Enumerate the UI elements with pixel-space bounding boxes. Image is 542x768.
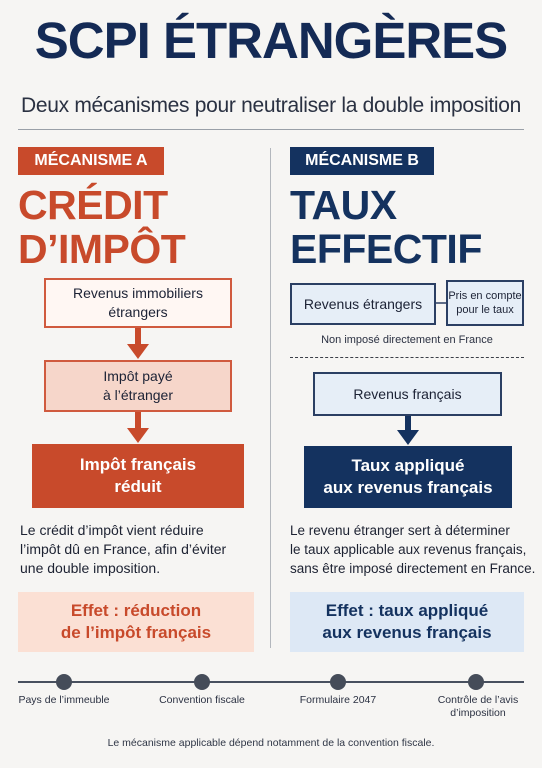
- description-a-line1: Le crédit d’impôt vient réduire: [20, 522, 204, 538]
- foreign-revenue-box: Revenus étrangers: [290, 283, 436, 325]
- effect-b-line1: Effet : taux appliqué: [325, 601, 489, 620]
- timeline-step-control: [418, 694, 538, 720]
- description-b-line3: sans être imposé directement en France.: [290, 561, 536, 576]
- applied-rate-box: [304, 446, 512, 508]
- reduced-tax-line2: réduit: [114, 477, 162, 496]
- mechanism-a-title: [18, 183, 185, 271]
- applied-rate-line1: Taux appliqué: [351, 456, 465, 475]
- arrow-down-icon: [127, 412, 149, 444]
- effect-a-line2: de l’impôt français: [60, 623, 212, 642]
- reduced-tax-line1: Impôt français: [79, 455, 197, 474]
- description-a-line3: une double imposition.: [20, 560, 161, 576]
- timeline-step-form: [278, 694, 398, 707]
- description-a-line2: l’impôt dû en France, afin d’éviter: [20, 541, 227, 557]
- effect-b-line2: aux revenus français: [322, 623, 492, 642]
- mechanism-b-title: [290, 183, 482, 271]
- timeline-line: [18, 681, 524, 683]
- mechanism-a-tag: MÉCANISME A: [18, 147, 164, 175]
- foreign-income-line1: Revenus immobiliers: [73, 285, 203, 301]
- foreign-income-line2: étrangers: [108, 304, 168, 320]
- mechanism-a-description: [20, 521, 265, 578]
- description-b-line1: Le revenu étranger sert à déterminer: [290, 523, 510, 538]
- dashed-separator: [290, 357, 524, 358]
- reduced-french-tax-box: [32, 444, 244, 508]
- foreign-tax-line1: Impôt payé: [103, 368, 173, 384]
- page-subtitle: Deux mécanismes pour neutraliser la double imposition: [20, 94, 522, 117]
- french-revenue-box: Revenus français: [313, 372, 502, 416]
- timeline-step-convention: [142, 694, 262, 707]
- rate-note-line2: pour le taux: [456, 304, 514, 316]
- mechanism-a-effect: [18, 592, 254, 652]
- rate-note-box: [446, 280, 524, 326]
- mechanism-b-tag: MÉCANISME B: [290, 147, 434, 175]
- mechanism-a-title-line1: CRÉDIT: [18, 182, 168, 228]
- column-divider: [270, 148, 271, 648]
- mechanism-b-description: [290, 521, 538, 578]
- rate-note-line1: Pris en compte: [448, 290, 522, 302]
- timeline-dot: [468, 674, 484, 690]
- timeline-step-label: Convention fiscale: [159, 694, 245, 706]
- description-b-line2: le taux applicable aux revenus français,: [290, 542, 527, 557]
- timeline-dot: [194, 674, 210, 690]
- mechanism-a-title-line2: D’IMPÔT: [18, 226, 186, 272]
- timeline-dot: [56, 674, 72, 690]
- timeline-step-label: Pays de l’immeuble: [18, 694, 110, 706]
- timeline-step-label: Formulaire 2047: [299, 694, 377, 706]
- mechanism-b-effect: [290, 592, 524, 652]
- effect-a-line1: Effet : réduction: [70, 601, 202, 620]
- foreign-tax-line2: à l’étranger: [102, 387, 174, 403]
- footer-note: Le mécanisme applicable dépend notamment de la convention fiscale.: [107, 737, 435, 749]
- mechanism-b-title-line2: EFFECTIF: [290, 226, 482, 272]
- not-taxed-note: Non imposé directement en France: [321, 334, 493, 346]
- timeline-dot: [330, 674, 346, 690]
- timeline-step-label: Contrôle de l’avis: [437, 694, 519, 706]
- applied-rate-line2: aux revenus français: [323, 478, 493, 497]
- timeline-step-country: [4, 694, 124, 707]
- foreign-tax-box: [44, 360, 232, 412]
- page-title: SCPI ÉTRANGÈRES: [34, 12, 508, 69]
- arrow-down-icon: [397, 416, 419, 446]
- foreign-income-box: [44, 278, 232, 328]
- connector-line: [436, 297, 446, 309]
- mechanism-b-title-line1: TAUX: [290, 182, 397, 228]
- timeline-step-label-line2: d’imposition: [450, 707, 506, 719]
- header-divider: [18, 129, 524, 130]
- arrow-down-icon: [127, 328, 149, 360]
